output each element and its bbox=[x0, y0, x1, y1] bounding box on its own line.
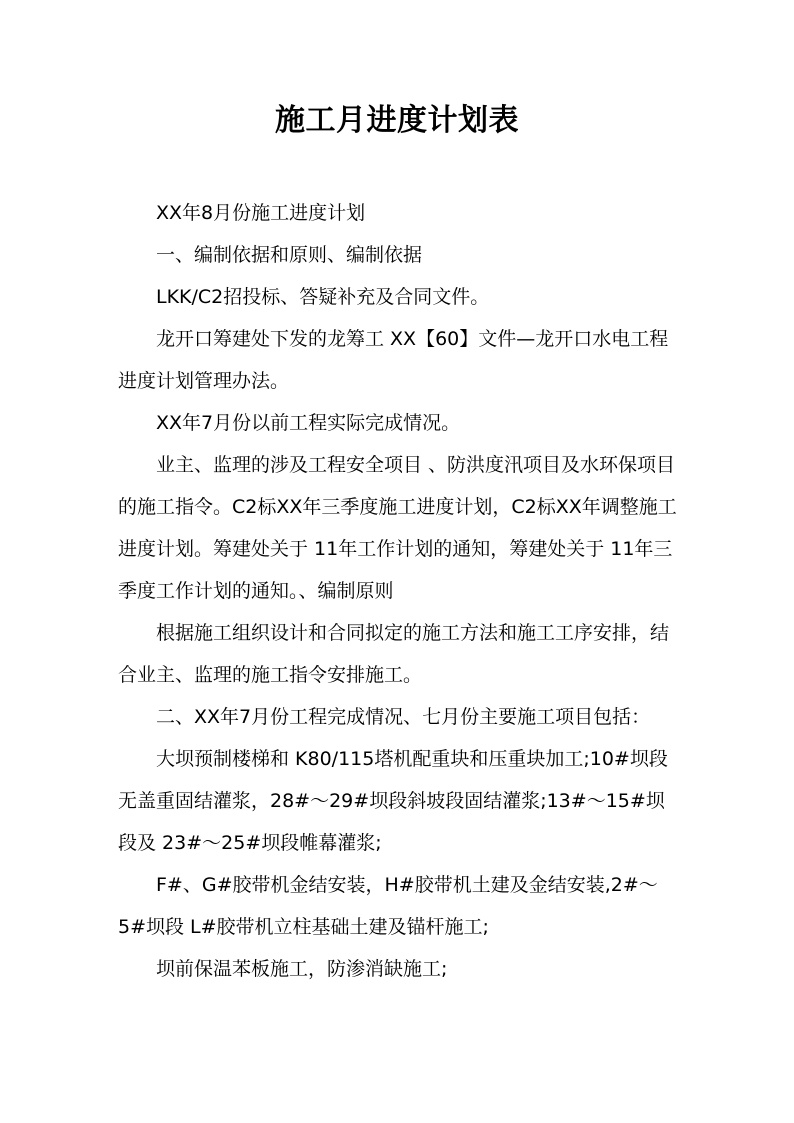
paragraph-principle: 根据施工组织设计和合同拟定的施工方法和施工工序安排，结合业主、监理的施工指令安排施工。 bbox=[118, 622, 670, 686]
paragraph-item-dam: 大坝预制楼梯和 K80/115塔机配重块和压重块加工;10#坝段无盖重固结灌浆，28#～29#坝段斜坡段固结灌浆;13#～15#坝段及 23#～25#坝段帷幕灌浆; bbox=[118, 748, 668, 854]
paragraph-basis-instructions: 业主、监理的涉及工程安全项目 、防洪度汛项目及水环保项目的施工指令。C2标XX年三季度施工进度计划，C2标XX年调整施工进度计划。筹建处关于 11年工作计划的通知，筹建处关于 11年三季度工作计划的通知。、编制原则 bbox=[118, 454, 677, 602]
document-title: 施工月进度计划表 bbox=[275, 103, 519, 138]
document-body bbox=[118, 192, 678, 990]
paragraph-basis-contract: LKK/C2招投标、答疑补充及合同文件。 bbox=[156, 286, 490, 308]
paragraph-basis-document: 龙开口筹建处下发的龙筹工 XX【60】文件—龙开口水电工程进度计划管理办法。 bbox=[118, 328, 669, 392]
paragraph-item-conveyor: F#、G#胶带机金结安装，H#胶带机土建及金结安装,2#～5#坝段 L#胶带机立柱基础土建及锚杆施工; bbox=[118, 874, 658, 938]
paragraph-section-two: 二、XX年7月份工程完成情况、七月份主要施工项目包括： bbox=[156, 706, 651, 728]
paragraph-basis-progress: XX年7月份以前工程实际完成情况。 bbox=[156, 412, 461, 434]
paragraph-plan-heading: XX年8月份施工进度计划 bbox=[156, 202, 366, 224]
paragraph-item-insulation: 坝前保温苯板施工，防渗消缺施工; bbox=[156, 958, 448, 980]
paragraph-section-one: 一、编制依据和原则、编制依据 bbox=[156, 244, 423, 266]
